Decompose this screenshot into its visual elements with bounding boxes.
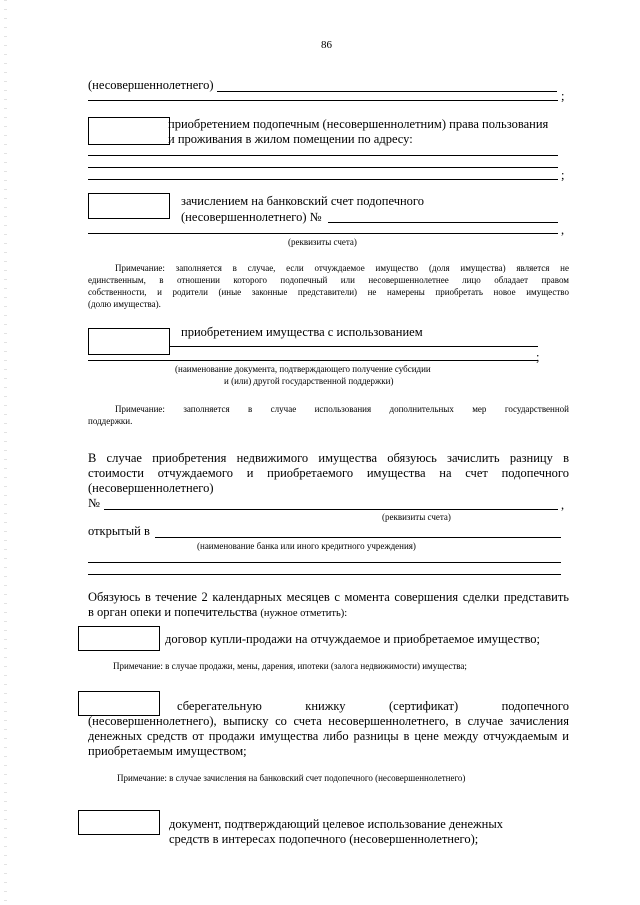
minor-label: (несовершеннолетнего) xyxy=(88,78,214,92)
subsidy-doc-line-1 xyxy=(170,346,538,347)
diff-account-line xyxy=(104,509,558,510)
bank-comma: , xyxy=(561,223,565,237)
diff-no-label: № xyxy=(88,496,100,510)
subsidy-checkbox[interactable] xyxy=(88,328,170,355)
savings-line-4: приобретаемым имуществом; xyxy=(88,744,247,758)
pledge-line-2-main: в орган опеки и попечительства xyxy=(88,605,258,619)
diff-opened-label: открытый в xyxy=(88,524,150,538)
contract-checkbox[interactable] xyxy=(78,626,160,651)
purpose-checkbox[interactable] xyxy=(78,810,160,835)
bank-account-number-line xyxy=(328,222,558,223)
pledge-line-1: Обязуюсь в течение 2 календарных месяцев с момента совершения сделки представить xyxy=(88,590,569,604)
subsidy-doc-line-2 xyxy=(88,360,538,361)
residence-text-2: и проживания в жилом помещении по адресу: xyxy=(168,132,413,146)
diff-bank-caption: (наименование банка или иного кредитного учреждения) xyxy=(197,541,416,551)
note-1-line-3: собственности, и родители (иные законные представители) не намерены приобретать новое имущество xyxy=(88,287,569,297)
minor-semicolon: ; xyxy=(561,89,565,103)
address-line-2 xyxy=(88,167,558,168)
address-semicolon: ; xyxy=(561,168,565,182)
bank-account-line-2 xyxy=(88,233,558,234)
diff-bank-line xyxy=(155,537,561,538)
pledge-line-2-small: (нужное отметить): xyxy=(260,608,348,619)
diff-bank-line-3 xyxy=(88,574,561,575)
note-1-line-1: Примечание: заполняется в случае, если отчуждаемое имущество (доля имущества) является не xyxy=(115,263,569,273)
note-1-line-2: единственным, в отношении которого подопечный или несовершеннолетнее лицо обладает правом xyxy=(88,275,569,285)
purpose-line-1: документ, подтверждающий целевое использование денежных xyxy=(169,817,503,831)
savings-checkbox[interactable] xyxy=(78,691,160,716)
note-2-line-1: Примечание: заполняется в случае использования дополнительных мер государственной xyxy=(115,404,569,414)
residence-text-1: приобретением подопечным (несовершеннолетним) права пользования xyxy=(168,117,549,131)
bank-text-2: (несовершеннолетнего) № xyxy=(181,210,322,224)
note-1-line-4: (долю имущества). xyxy=(88,299,161,309)
savings-note: Примечание: в случае зачисления на банковский счет подопечного (несовершеннолетнего) xyxy=(117,773,466,783)
subsidy-semicolon: ; xyxy=(536,350,540,364)
pledge-line-2 xyxy=(88,605,347,621)
page-number: 86 xyxy=(321,39,332,51)
address-line-3 xyxy=(88,179,558,180)
minor-name-line xyxy=(217,91,557,92)
contract-note: Примечание: в случае продажи, мены, дарения, ипотеки (залога недвижимости) имущества; xyxy=(113,661,467,671)
address-line-1 xyxy=(88,155,558,156)
diff-line-3: (несовершеннолетнего) xyxy=(88,481,214,495)
subsidy-caption-2: и (или) другой государственной поддержки) xyxy=(224,376,394,386)
bank-checkbox[interactable] xyxy=(88,193,170,219)
savings-line-1: сберегательную книжку (сертификат) подопечного xyxy=(177,699,569,713)
savings-line-3: денежных средств от продажи имущества либо разницы в цене между отчуждаемым и xyxy=(88,729,569,743)
residence-checkbox[interactable] xyxy=(88,117,170,145)
purpose-line-2: средств в интересах подопечного (несовершеннолетнего); xyxy=(169,832,479,846)
minor-name-line-2 xyxy=(88,100,558,101)
diff-line-2: стоимости отчуждаемого и приобретаемого имущества на счет подопечного xyxy=(88,466,569,480)
scan-edge-artifact xyxy=(4,0,7,905)
subsidy-caption-1: (наименование документа, подтверждающего получение субсидии xyxy=(175,364,431,374)
note-2-line-2: поддержки. xyxy=(88,416,133,426)
diff-bank-line-2 xyxy=(88,562,561,563)
bank-caption: (реквизиты счета) xyxy=(288,237,357,247)
bank-text-1: зачислением на банковский счет подопечного xyxy=(181,194,424,208)
diff-line-1: В случае приобретения недвижимого имущества обязуюсь зачислить разницу в xyxy=(88,451,569,465)
diff-account-caption: (реквизиты счета) xyxy=(382,512,451,522)
diff-comma: , xyxy=(561,498,565,512)
savings-line-2: (несовершеннолетнего), выписку со счета несовершеннолетнего, в случае зачисления xyxy=(88,714,569,728)
subsidy-text: приобретением имущества с использованием xyxy=(181,325,423,339)
contract-text: договор купли-продажи на отчуждаемое и приобретаемое имущество; xyxy=(165,632,541,646)
